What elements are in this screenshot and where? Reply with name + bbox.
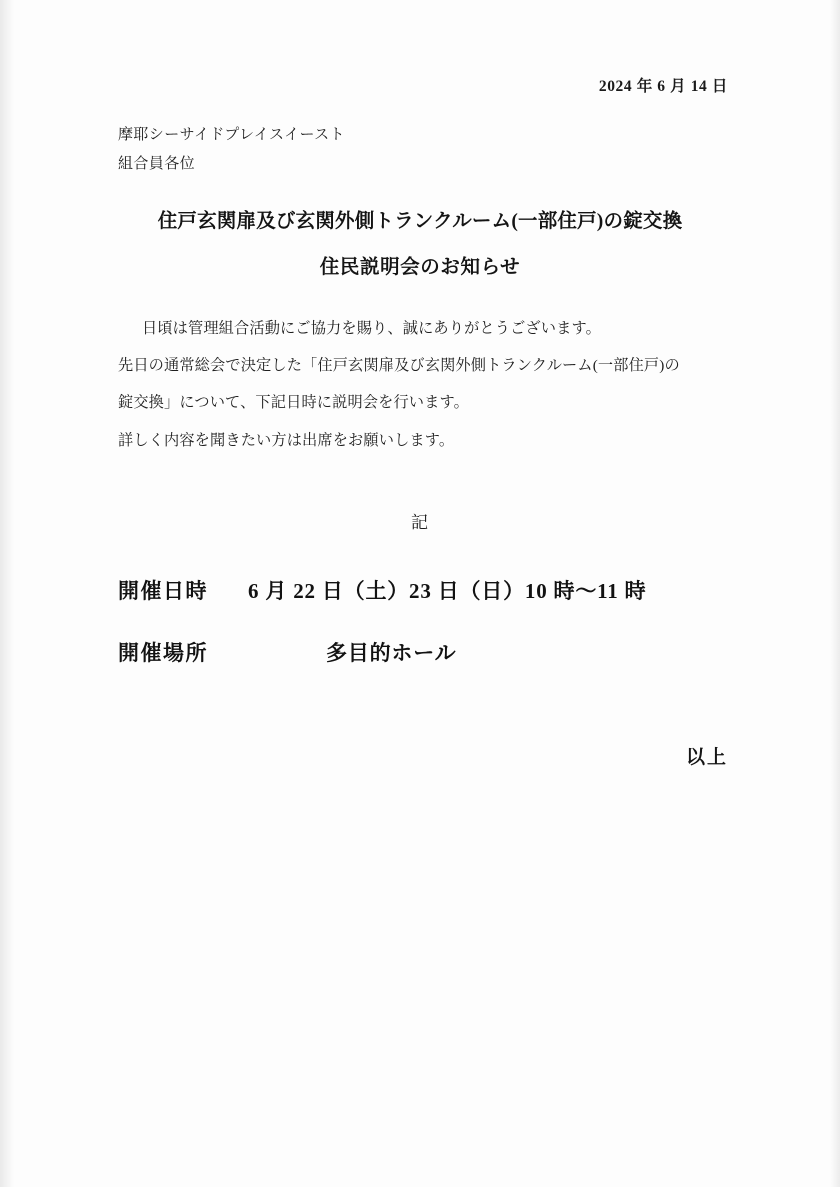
title-line-1: 住戸玄関扉及び玄関外側トランクルーム(一部住戸)の錠交換 xyxy=(157,211,683,232)
detail-label-place: 開催場所 xyxy=(118,641,208,665)
closing-mark: 以上 xyxy=(685,747,728,768)
document-date: 2024 年 6 月 14 日 xyxy=(598,78,728,95)
detail-label-datetime: 開催日時 xyxy=(118,579,208,603)
title-line-2: 住民説明会のお知らせ xyxy=(319,257,521,279)
detail-value-place: 多目的ホール xyxy=(326,641,457,665)
document-title xyxy=(0,206,840,279)
detail-list xyxy=(118,575,758,699)
detail-value-datetime: 6 月 22 日（土）23 日（日）10 時〜11 時 xyxy=(248,579,647,603)
body-paragraph-2: 先日の通常総会で決定した「住戸玄関扉及び玄関外側トランクルーム(一部住戸)の xyxy=(118,357,680,375)
section-marker: 記 xyxy=(411,513,429,532)
addressee-block xyxy=(118,120,345,179)
body-paragraph-3: 錠交換」について、下記日時に説明会を行います。 xyxy=(118,394,469,412)
document-body xyxy=(118,310,734,459)
detail-row-place xyxy=(118,637,758,667)
detail-row-datetime xyxy=(118,575,758,605)
addressee-line-1: 摩耶シーサイドプレイスイースト xyxy=(118,125,345,143)
body-paragraph-1: 日頃は管理組合活動にご協力を賜り、誠にありがとうございます。 xyxy=(142,320,601,337)
body-paragraph-4: 詳しく内容を聞きたい方は出席をお願いします。 xyxy=(118,431,455,449)
addressee-line-2: 組合員各位 xyxy=(118,154,196,173)
